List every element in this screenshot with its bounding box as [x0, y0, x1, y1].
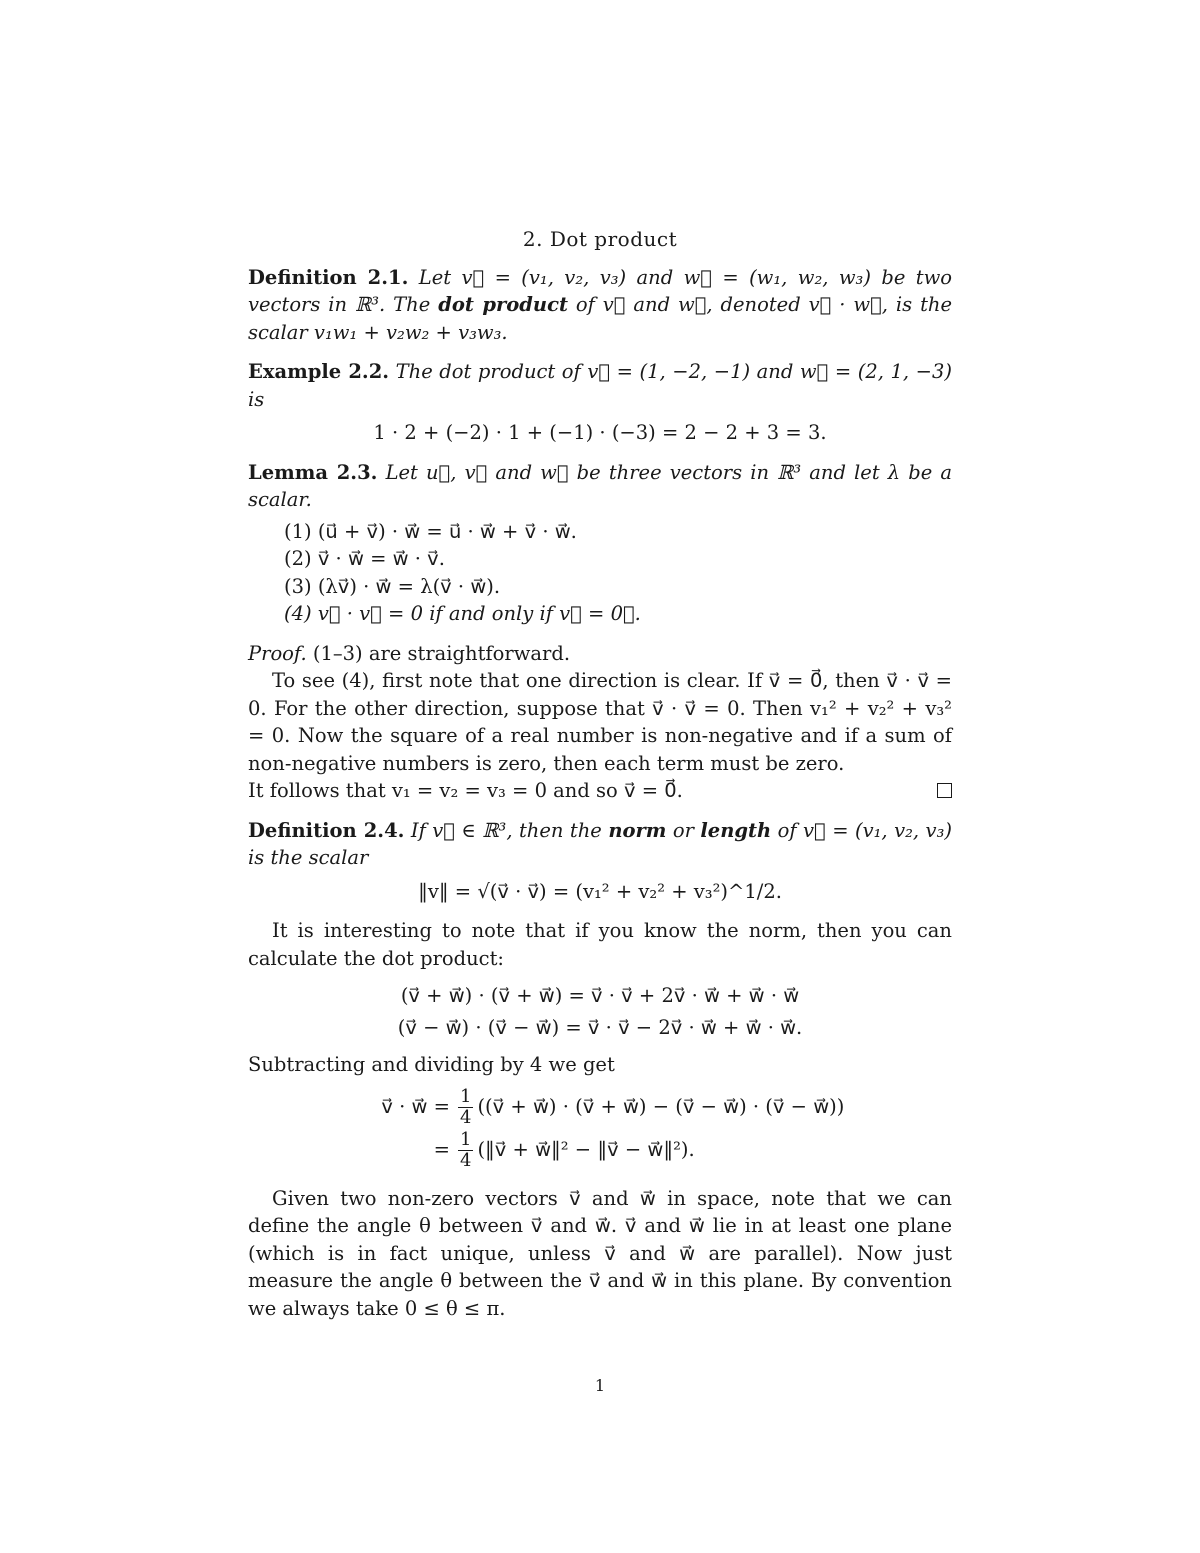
definition-text: Let v⃗ = (v₁, v₂, v₃) and w⃗ = (w₁, w₂, w₃) be two vectors in ℝ³. The — [248, 265, 953, 316]
example-label: Example 2.2. — [248, 360, 390, 383]
definition-label: Definition 2.4. — [248, 818, 405, 842]
polarization-equation — [248, 1087, 952, 1171]
polarization-row-1 — [360, 1087, 952, 1128]
polarization-row-2 — [360, 1130, 952, 1171]
definition-term-norm: norm — [608, 818, 667, 842]
lemma-text: Let u⃗, v⃗ and w⃗ be three vectors in ℝ³ and let λ be a scalar. — [248, 460, 952, 511]
polarization-rhs-1: ((v⃗ + w⃗) · (v⃗ + w⃗) − (v⃗ − w⃗) · (v⃗ − w⃗)) — [477, 1095, 845, 1119]
fraction-numerator: 1 — [460, 1128, 472, 1150]
norm-display-equation: ‖v‖ = √(v⃗ · v⃗) = (v₁² + v₂² + v₃²)^1/2. — [418, 879, 782, 903]
equation-pair — [248, 982, 952, 1041]
definition-text: If v⃗ ∈ ℝ³, then the — [410, 818, 609, 842]
proof — [248, 640, 952, 805]
lemma-label: Lemma 2.3. — [248, 460, 378, 484]
lemma-item-3: (3) (λv⃗) · w⃗ = λ(v⃗ · w⃗). — [284, 574, 501, 598]
definition-term-length: length — [700, 818, 772, 842]
definition-term: dot product — [438, 293, 568, 316]
proof-first-line — [248, 640, 952, 668]
example-text: The dot product of v⃗ = (1, −2, −1) and w⃗ = (2, 1, −3) is — [248, 360, 952, 411]
definition-2-1 — [248, 264, 952, 347]
polarization-equals: = — [433, 1138, 450, 1162]
fraction-numerator: 1 — [460, 1085, 472, 1107]
lemma-item-1: (1) (u⃗ + v⃗) · w⃗ = u⃗ · w⃗ + v⃗ · w⃗. — [284, 519, 577, 543]
qed-square-icon — [937, 783, 952, 798]
fraction-one-quarter — [458, 1087, 473, 1128]
equation-difference: (v⃗ − w⃗) · (v⃗ − w⃗) = v⃗ · v⃗ − 2v⃗ · w⃗ + w⃗ · w⃗. — [397, 1015, 803, 1039]
section-title — [248, 226, 952, 254]
fraction-denominator: 4 — [460, 1149, 472, 1171]
equation-sum: (v⃗ + w⃗) · (v⃗ + w⃗) = v⃗ · v⃗ + 2v⃗ · w⃗ + w⃗ · w⃗ — [400, 984, 800, 1007]
proof-line1: (1–3) are straightforward. — [306, 641, 571, 665]
page-content — [248, 226, 952, 1322]
definition-text-or: or — [666, 818, 701, 842]
lemma-item-2: (2) v⃗ · w⃗ = w⃗ · v⃗. — [284, 547, 445, 570]
paragraph-angle: Given two non-zero vectors v⃗ and w⃗ in space, note that we can define the angle θ between v⃗ and w⃗. v⃗ and w⃗ lie in at least one plane (which is in fact unique, unless v⃗ and w⃗ are parallel). Now just measure the angle θ between the v⃗ and w⃗ in this plane. By convention we always take 0 ≤ θ ≤ π. — [248, 1186, 952, 1320]
lemma-item-4: (4) v⃗ · v⃗ = 0 if and only if v⃗ = 0⃗. — [284, 602, 641, 625]
paragraph-subtracting: Subtracting and dividing by 4 we get — [248, 1053, 615, 1076]
section-title-text: 2. Dot product — [522, 227, 678, 251]
definition-text-continued: of v⃗ = (v₁, v₂, v₃) is the scalar — [248, 818, 952, 869]
page-number: 1 — [594, 1376, 606, 1395]
definition-text-continued: of v⃗ and w⃗, denoted v⃗ · w⃗, is the scalar v₁w₁ + v₂w₂ + v₃w₃. — [248, 293, 953, 344]
example-2-2 — [248, 358, 952, 447]
lemma-list — [284, 518, 952, 628]
definition-2-4 — [248, 817, 952, 906]
fraction-denominator: 4 — [460, 1106, 472, 1128]
lemma-2-3 — [248, 459, 952, 628]
polarization-lhs: v⃗ · w⃗ = — [381, 1095, 450, 1119]
proof-last-line — [248, 777, 952, 805]
proof-label: Proof. — [248, 641, 307, 665]
paragraph-norm: It is interesting to note that if you know the norm, then you can calculate the dot product: — [248, 919, 952, 970]
fraction-one-quarter — [458, 1130, 473, 1171]
proof-paragraph: To see (4), first note that one direction is clear. If v⃗ = 0⃗, then v⃗ · v⃗ = 0. For the other direction, suppose that v⃗ · v⃗ = 0. Then v₁² + v₂² + v₃² = 0. Now the square of a real number is non-negative and if a sum of non-negative numbers is zero, then each term must be zero. — [248, 669, 952, 775]
proof-last-text: It follows that v₁ = v₂ = v₃ = 0 and so v⃗ = 0⃗. — [248, 779, 683, 802]
example-display-equation: 1 · 2 + (−2) · 1 + (−1) · (−3) = 2 − 2 + 3 = 3. — [373, 421, 827, 444]
polarization-rhs-2: (‖v⃗ + w⃗‖² − ‖v⃗ − w⃗‖²). — [477, 1138, 695, 1162]
definition-label: Definition 2.1. — [248, 265, 409, 289]
